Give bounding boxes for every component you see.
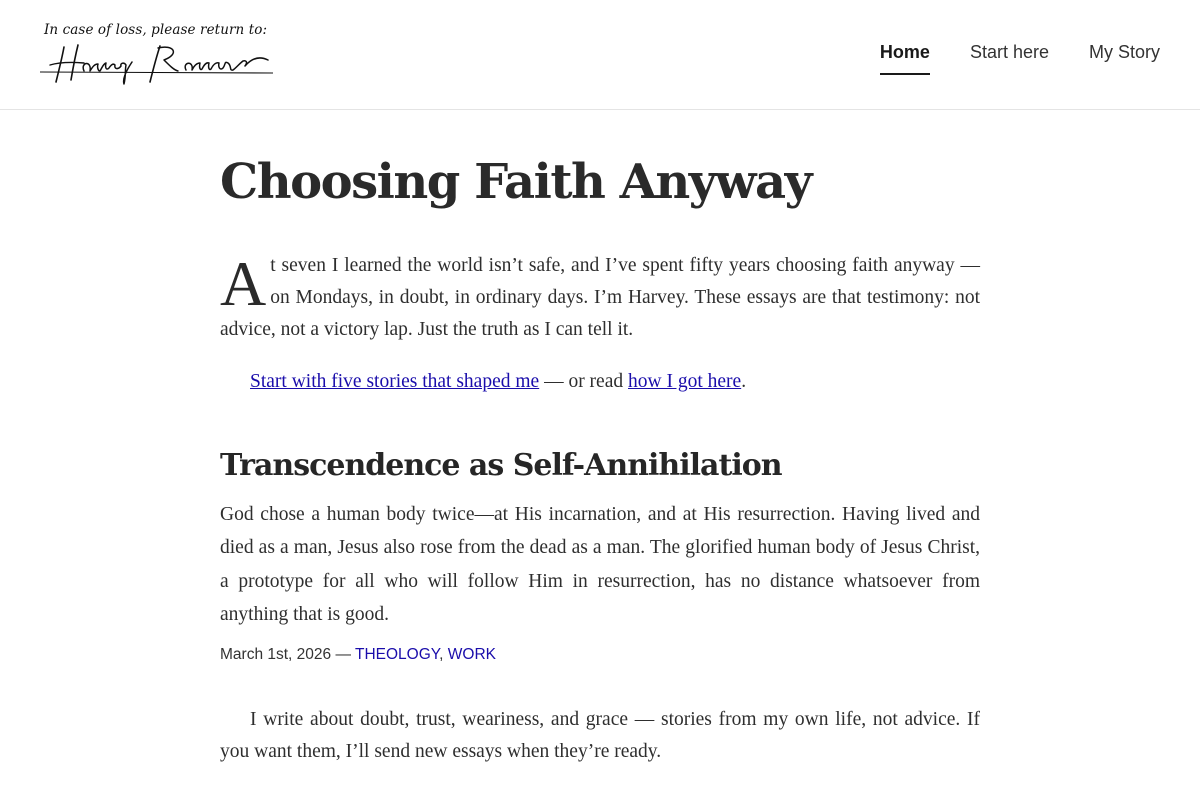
- nav-start-here[interactable]: Start here: [969, 42, 1049, 62]
- newsletter-intro: I write about doubt, trust, weariness, and grace — stories from my own life, not advice. If you want them, I’ll send new essays when they’re ready.: [220, 708, 980, 762]
- intro-text: t seven I learned the world isn’t safe, and I’ve spent fifty years choosing faith anyway — on Mondays, in doubt, in ordinary days. I’m Harvey. These essays are that testimony: not advice, not a victory lap. Just the truth as I can tell it.: [220, 254, 980, 340]
- how-i-got-here-link[interactable]: how I got here: [628, 370, 742, 392]
- nav-home[interactable]: Home: [880, 42, 930, 75]
- category-work-link[interactable]: WORK: [447, 645, 496, 663]
- post-card: [220, 448, 980, 664]
- post-meta: [220, 646, 980, 664]
- intro-paragraph: [220, 247, 980, 346]
- site-logo[interactable]: [40, 20, 280, 90]
- page-title: Choosing Faith Anyway: [220, 154, 811, 210]
- five-stories-link[interactable]: Start with five stories that shaped me: [250, 370, 540, 392]
- cta-middle: — or read: [539, 370, 628, 392]
- category-separator: ,: [439, 645, 448, 663]
- cta-end: .: [741, 370, 747, 392]
- cta-line: [250, 366, 980, 398]
- nav-my-story[interactable]: My Story: [1088, 42, 1160, 62]
- site-header: [0, 0, 1200, 110]
- meta-separator: —: [331, 645, 355, 663]
- post-date: March 1st, 2026: [220, 645, 332, 663]
- post-title[interactable]: Transcendence as Self-Annihilation: [220, 447, 782, 483]
- drop-cap: A: [220, 247, 267, 319]
- logo-caption: In case of loss, please return to:: [44, 22, 268, 38]
- main-content: [220, 150, 980, 768]
- signature-logo: [40, 38, 280, 88]
- main-nav: [880, 42, 1160, 75]
- category-theology-link[interactable]: THEOLOGY: [355, 645, 440, 663]
- post-excerpt: God chose a human body twice—at His incarnation, and at His resurrection. Having lived and died as a man, Jesus also rose from the dead as a man. The glorified human body of Jesus Christ, a prototype for all who will follow Him in resurrection, has no distance whatsoever from anything that is good.: [220, 503, 980, 626]
